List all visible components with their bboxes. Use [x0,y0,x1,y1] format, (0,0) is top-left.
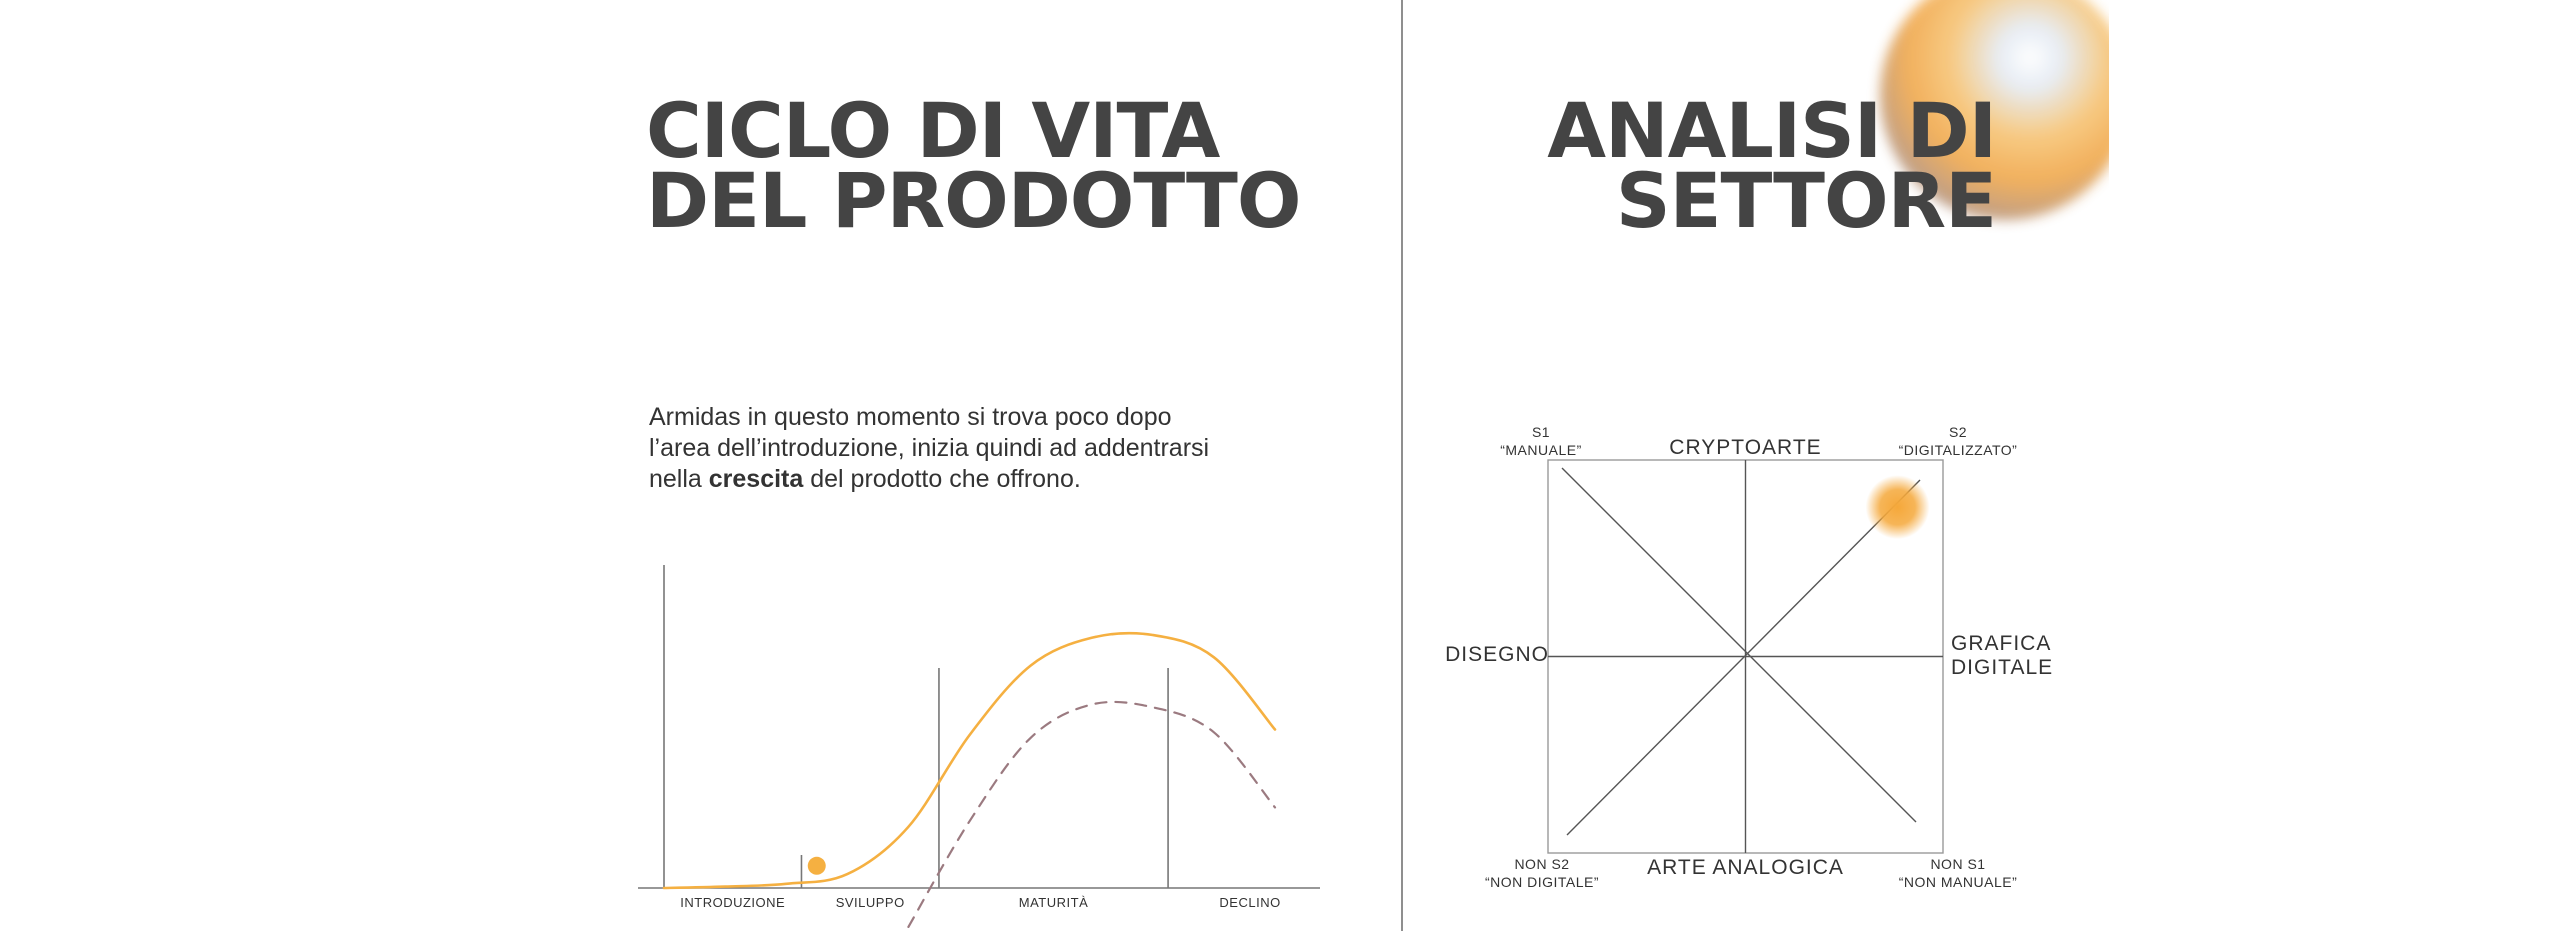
description-emphasis: crescita [708,465,804,493]
description-line-1: Armidas in questo momento si trova poco dopo [649,403,1172,431]
description-line-2: l’area dell’introduzione, inizia quindi ad addentrarsi [649,434,1210,462]
matrix-diagonal-s2 [1567,480,1920,835]
description-line-3-end: del prodotto che offrono. [803,465,1081,493]
matrix-corner-bottom-left-code: NON S2 [1514,856,1570,872]
right-title-line-2: SETTORE [1615,155,1996,245]
lifecycle-stage-label: INTRODUZIONE [680,895,786,910]
matrix-position-highlight [1866,475,1930,539]
matrix-corner-top-right-name: “DIGITALIZZATO” [1898,442,2018,458]
matrix-corner-top-left-name: “MANUALE” [1500,442,1582,458]
matrix-corner-bottom-right-name: “NON MANUALE” [1898,874,2018,890]
right-title-line-1: ANALISI DI [1547,86,1996,175]
matrix-axis-top-label: CRYPTOARTE [1669,436,1822,459]
matrix-axis-bottom-label: ARTE ANALOGICA [1647,856,1844,879]
matrix-diagonal-s1 [1562,468,1916,822]
lifecycle-stage-label: SVILUPPO [835,895,905,910]
left-title-line-2: DEL PRODOTTO [646,155,1301,245]
lifecycle-stage-label: DECLINO [1219,895,1281,910]
matrix-axis-right-label-line-2: DIGITALE [1951,656,2054,679]
matrix-corner-bottom-left-name: “NON DIGITALE” [1484,874,1600,890]
description-line-3-start: nella [649,465,709,493]
matrix-axis-left-label: DISEGNO [1445,643,1549,666]
matrix-corner-top-right-code: S2 [1948,424,1968,440]
lifecycle-stage-label: MATURITÀ [1018,895,1089,910]
matrix-corner-bottom-right-code: NON S1 [1930,856,1986,872]
matrix-axis-right-label-line-1: GRAFICA [1951,632,2052,655]
matrix-corner-top-left-code: S1 [1531,424,1551,440]
left-title-line-1: CICLO DI VITA [646,86,1220,175]
